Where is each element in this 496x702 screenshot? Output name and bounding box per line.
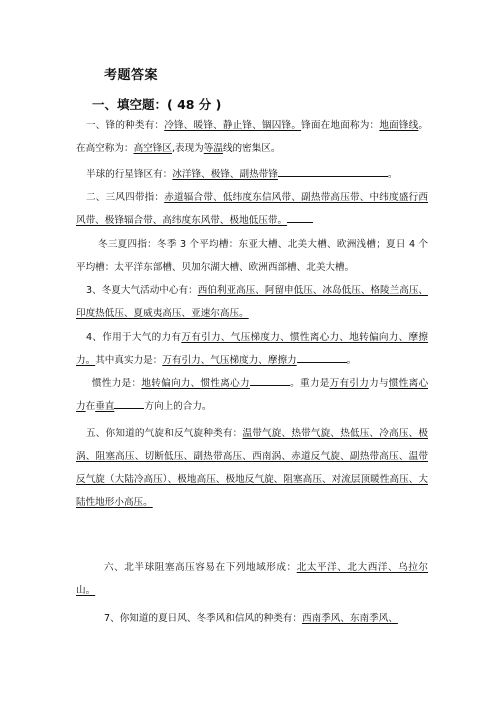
page-title: 考题答案	[104, 68, 159, 83]
answer-upper-front: 高空锋区	[133, 143, 172, 154]
answer-monsoons: 西南季风、东南季风、	[301, 613, 398, 624]
answer-wind-belts: 赤道辐合带、低纬度东信风带、副热带高压带、中纬度盛行西风带、极锋辐合带、高纬度东风带、极地低压带。	[76, 192, 429, 226]
paragraph-monsoons: 7、你知道的夏日风、冬季风和信风的种类有：西南季风、东南季风、	[104, 613, 398, 624]
paragraph-front-types: 一、锋的种类有：冷锋、暖锋、静止锋、锢囚锋。锋面在地面称为：地面锋线。在高空称为：高空锋区,表现为等温线的密集区。	[76, 120, 429, 154]
answer-isotherm: 等温	[203, 143, 223, 154]
answer-gravity-component: 万有引力	[329, 378, 370, 389]
paragraph-planetary-front: 半球的行星锋区有：冰洋锋、极锋、副热带锋 。	[86, 169, 398, 180]
answer-centrifugal: 惯性离心力	[76, 378, 429, 412]
answer-inertial-force: 地转偏向力、惯性离心力	[141, 378, 250, 389]
paragraph-inertial-force: 惯性力是：地转偏向力、惯性离心力 。重力是万有引力力与惯性离心力在垂直 方向上的合力。	[76, 378, 429, 412]
section-heading: 一、填空题：( 48 分 )	[92, 97, 222, 112]
answer-blocking-high: 北太平洋、北大西洋、乌拉尔山。	[76, 562, 429, 596]
paragraph-action-centers: 3、冬夏大气活动中心有：西伯利亚高压、阿留申低压、冰岛低压、格陵兰高压、印度热低压、夏威夷高压、亚速尔高压。	[76, 285, 429, 319]
answer-vertical: 垂直	[95, 401, 115, 412]
answer-surface-front: 地面锋线	[379, 120, 419, 131]
answer-cyclones: 温带气旋、热带气旋、热低压、冷高压、极涡、阻塞高压、切断低压、副热带高压、西南涡、赤道反气旋、副热带高压、温带反气旋（大陆冷高压）、极地高压、极地反气旋、阻塞高压、对流层顶暖性高压、大陆性地形小高压。	[76, 428, 429, 508]
paragraph-troughs	[76, 233, 428, 279]
answer-front-types: 冷锋、暖锋、静止锋、锢囚锋。	[164, 120, 302, 131]
answer-planetary-front: 冰洋锋、极锋、副热带锋	[172, 169, 278, 180]
answer-forces: 万有引力、气压梯度力、惯性离心力、地转偏向力、摩擦力。	[76, 332, 429, 366]
answer-action-centers: 西伯利亚高压、阿留申低压、冰岛低压、格陵兰高压、印度热低压、夏威夷高压、亚速尔高压。	[76, 285, 429, 319]
paragraph-cyclones: 五、你知道的气旋和反气旋种类有：温带气旋、热带气旋、热低压、冷高压、极涡、阻塞高压、切断低压、副热带高压、西南涡、赤道反气旋、副热带高压、温带反气旋（大陆冷高压）、极地高压、极地反气旋、阻塞高压、对流层顶暖性高压、大陆性地形小高压。	[76, 428, 429, 508]
answer-real-forces: 万有引力、气压梯度力、摩擦力	[162, 355, 297, 366]
answer-troughs: 冬三夏四指：冬季 3 个平均槽：东亚大槽、北美大槽、欧洲浅槽；夏日 4 个平均槽：太平洋东部槽、贝加尔湖大槽、欧洲西部槽、北美大槽。	[76, 239, 428, 273]
paragraph-blocking-high: 六、北半球阻塞高压容易在下列地域形成：北太平洋、北大西洋、乌拉尔山。	[76, 562, 429, 596]
paragraph-forces: 4、作用于大气的力有万有引力、气压梯度力、惯性离心力、地转偏向力、摩擦力。其中真实力是：万有引力、气压梯度力、摩擦力 。	[76, 332, 429, 366]
paragraph-wind-belts: 二、三风四带指：赤道辐合带、低纬度东信风带、副热带高压带、中纬度盛行西风带、极锋辐合带、高纬度东风带、极地低压带。	[76, 192, 429, 226]
